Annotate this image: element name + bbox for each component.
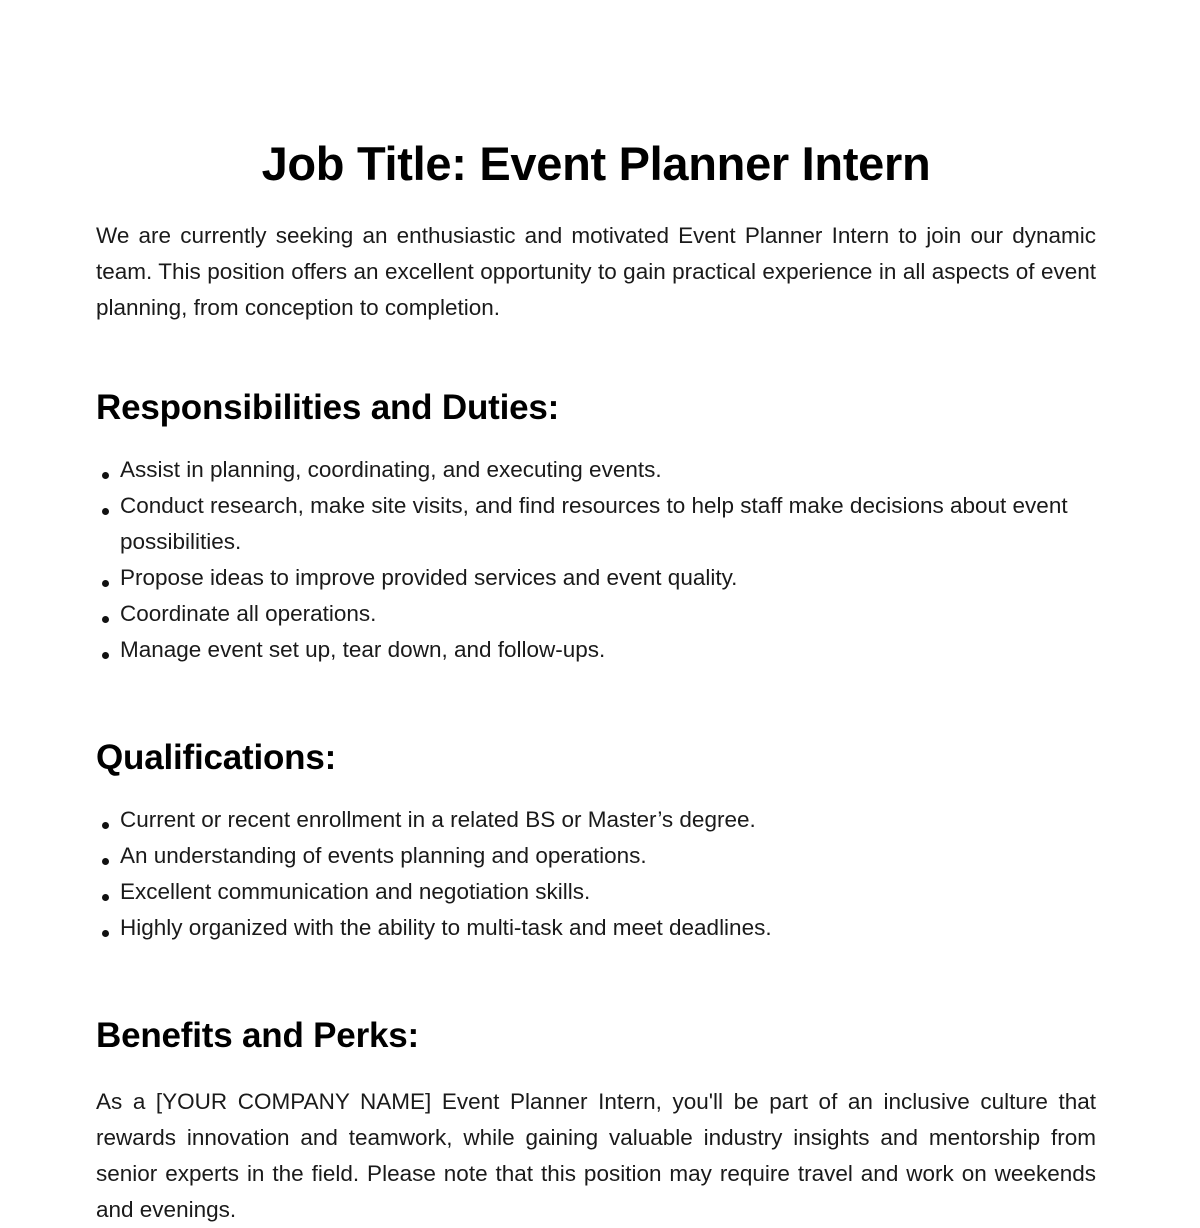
responsibilities-list [96, 452, 1096, 668]
list-item [96, 560, 1096, 596]
bullet-icon [102, 616, 109, 623]
bullet-icon [102, 580, 109, 587]
qualifications-section [96, 736, 1096, 946]
bullet-icon [102, 822, 109, 829]
bullet-icon [102, 930, 109, 937]
qualifications-heading: Qualifications: [96, 738, 337, 777]
responsibilities-heading: Responsibilities and Duties: [96, 388, 560, 427]
list-item-text: Coordinate all operations. [120, 601, 377, 626]
list-item [96, 910, 1096, 946]
intro-paragraph: We are currently seeking an enthusiastic and motivated Event Planner Intern to join our dynamic team. This position offers an excellent opportunity to gain practical experience in all aspects of event planning, from conception to completion. [96, 223, 1096, 320]
bullet-icon [102, 472, 109, 479]
list-item [96, 452, 1096, 488]
list-item-text: Assist in planning, coordinating, and executing events. [120, 457, 662, 482]
list-item [96, 596, 1096, 632]
list-item [96, 874, 1096, 910]
list-item [96, 488, 1096, 560]
document-title: Job Title: Event Planner Intern [261, 137, 931, 190]
benefits-section [96, 1014, 1096, 1228]
list-item [96, 838, 1096, 874]
responsibilities-section [96, 386, 1096, 668]
list-item-text: Excellent communication and negotiation skills. [120, 879, 591, 904]
benefits-heading: Benefits and Perks: [96, 1016, 419, 1055]
bullet-icon [102, 858, 109, 865]
bullet-icon [102, 508, 109, 515]
list-item-text: Current or recent enrollment in a related BS or Master’s degree. [120, 807, 756, 832]
list-item-text: An understanding of events planning and operations. [120, 843, 647, 868]
bullet-icon [102, 652, 109, 659]
qualifications-list [96, 802, 1096, 946]
list-item-text: Highly organized with the ability to multi-task and meet deadlines. [120, 915, 772, 940]
benefits-paragraph: As a [YOUR COMPANY NAME] Event Planner Intern, you'll be part of an inclusive culture that rewards innovation and teamwork, while gaining valuable industry insights and mentorship from senior experts in the field. Please note that this position may require travel and work on weekends and evenings. [96, 1089, 1096, 1222]
list-item-text: Manage event set up, tear down, and follow-ups. [120, 637, 606, 662]
bullet-icon [102, 894, 109, 901]
list-item-text: Propose ideas to improve provided services and event quality. [120, 565, 738, 590]
list-item-text: Conduct research, make site visits, and find resources to help staff make decisions about event possibilities. [120, 493, 1068, 554]
list-item [96, 802, 1096, 838]
list-item [96, 632, 1096, 668]
